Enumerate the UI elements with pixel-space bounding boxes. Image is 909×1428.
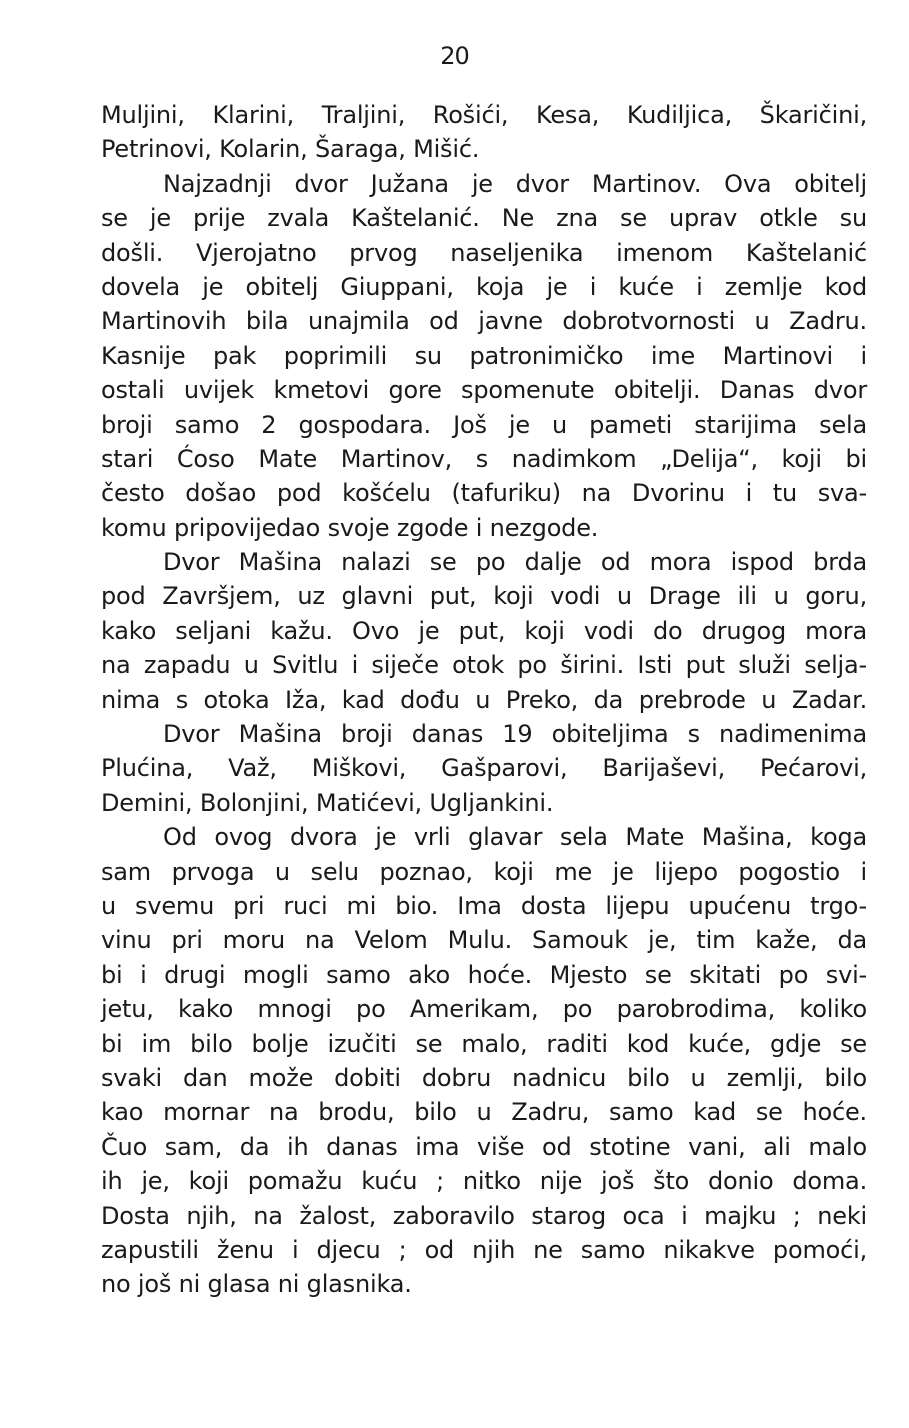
text-line: Petrinovi, Kolarin, Šaraga, Mišić. bbox=[101, 135, 480, 164]
page-number: 20 bbox=[440, 42, 469, 70]
text-line: Kasnije pak poprimili su patronimičko ime Martinovi i bbox=[101, 341, 867, 370]
text-line: došli. Vjerojatno prvog naseljenika imenom Kaštelanić bbox=[101, 238, 867, 267]
text-line: vinu pri moru na Velom Mulu. Samouk je, tim kaže, da bbox=[101, 926, 867, 955]
text-line: broji samo 2 gospodara. Još je u pameti starijima sela bbox=[101, 410, 867, 439]
text-line: Demini, Bolonjini, Matićevi, Ugljankini. bbox=[101, 788, 554, 817]
text-line: na zapadu u Svitlu i siječe otok po širini. Isti put služi selja- bbox=[101, 651, 867, 680]
text-line: bi i drugi mogli samo ako hoće. Mjesto se skitati po svi- bbox=[101, 960, 867, 989]
text-line: sam prvoga u selu poznao, koji me je lijepo pogostio i bbox=[101, 857, 867, 886]
text-line: bi im bilo bolje izučiti se malo, raditi kod kuće, gdje se bbox=[101, 1029, 867, 1058]
text-line: nima s otoka Iža, kad dođu u Preko, da prebrode u Zadar. bbox=[101, 685, 867, 714]
text-line: Dosta njih, na žalost, zaboravilo starog oca i majku ; neki bbox=[101, 1201, 867, 1230]
text-line: ih je, koji pomažu kuću ; nitko nije još što donio doma. bbox=[101, 1167, 867, 1196]
text-line: često došao pod košćelu (tafuriku) na Dvorinu i tu sva- bbox=[101, 479, 867, 508]
text-line: kao mornar na brodu, bilo u Zadru, samo kad se hoće. bbox=[101, 1098, 867, 1127]
text-line: no još ni glasa ni glasnika. bbox=[101, 1270, 412, 1299]
body-text bbox=[101, 98, 867, 1302]
text-line: Dvor Mašina nalazi se po dalje od mora ispod brda bbox=[163, 548, 867, 577]
text-line: u svemu pri ruci mi bio. Ima dosta lijepu upućenu trgo- bbox=[101, 891, 867, 920]
text-line: stari Ćoso Mate Martinov, s nadimkom „Delija“, koji bi bbox=[101, 444, 867, 473]
text-line: Martinovih bila unajmila od javne dobrotvornosti u Zadru. bbox=[101, 307, 867, 336]
text-line: Čuo sam, da ih danas ima više od stotine vani, ali malo bbox=[101, 1132, 867, 1161]
text-line: Najzadnji dvor Južana je dvor Martinov. Ova obitelj bbox=[163, 169, 867, 198]
text-line: kako seljani kažu. Ovo je put, koji vodi do drugog mora bbox=[101, 616, 867, 645]
text-line: pod Završjem, uz glavni put, koji vodi u Drage ili u goru, bbox=[101, 582, 867, 611]
text-line: dovela je obitelj Giuppani, koja je i kuće i zemlje kod bbox=[101, 272, 867, 301]
text-line: Plućina, Važ, Miškovi, Gašparovi, Barijaševi, Pećarovi, bbox=[101, 754, 867, 783]
text-line: Dvor Mašina broji danas 19 obiteljima s nadimenima bbox=[163, 720, 867, 749]
text-line: jetu, kako mnogi po Amerikam, po parobrodima, koliko bbox=[101, 995, 867, 1024]
text-line: se je prije zvala Kaštelanić. Ne zna se uprav otkle su bbox=[101, 204, 867, 233]
text-line: Muljini, Klarini, Traljini, Rošići, Kesa, Kudiljica, Škaričini, bbox=[101, 101, 867, 129]
text-line: komu pripovijedao svoje zgode i nezgode. bbox=[101, 513, 599, 542]
text-line: Od ovog dvora je vrli glavar sela Mate Mašina, koga bbox=[163, 823, 867, 852]
text-line: zapustili ženu i djecu ; od njih ne samo nikakve pomoći, bbox=[101, 1235, 867, 1264]
text-line: svaki dan može dobiti dobru nadnicu bilo u zemlji, bilo bbox=[101, 1063, 867, 1092]
text-line: ostali uvijek kmetovi gore spomenute obitelji. Danas dvor bbox=[101, 376, 867, 405]
